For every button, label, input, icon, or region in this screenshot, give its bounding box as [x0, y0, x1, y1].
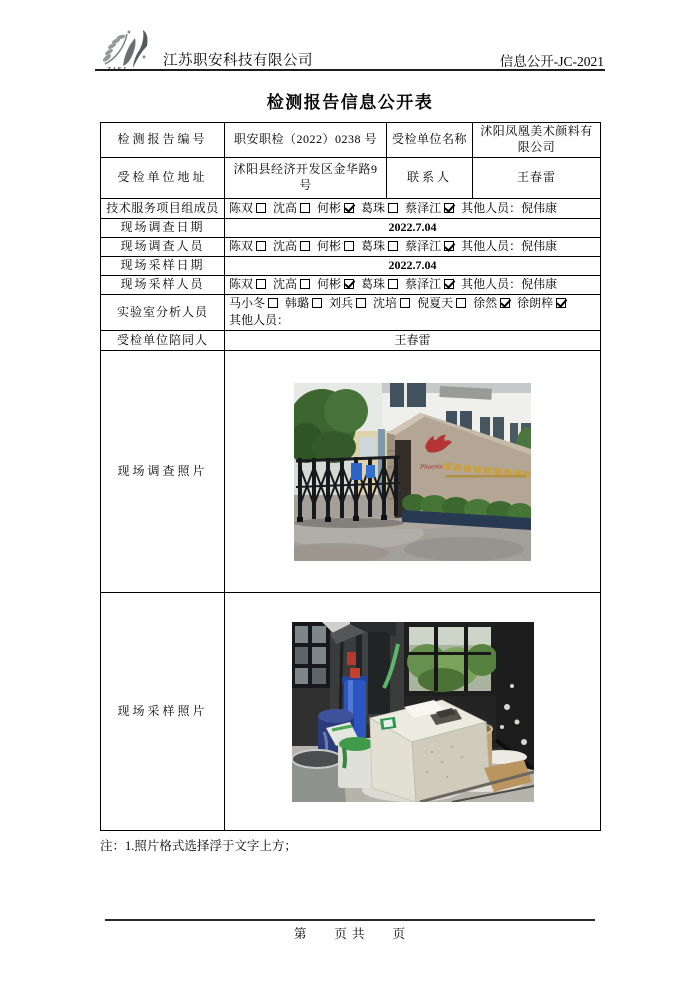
checkbox-checked-icon — [500, 298, 510, 308]
member-name: 何彬 — [317, 239, 342, 253]
member-item — [329, 296, 366, 312]
label-team: 技术服务项目组成员 — [101, 199, 225, 219]
member-item — [285, 296, 322, 312]
other-personnel: 其他人员：倪伟康 — [461, 239, 558, 253]
member-name: 葛珠 — [361, 239, 386, 253]
member-name: 葛珠 — [361, 200, 386, 215]
member-name: 倪夏天 — [417, 295, 454, 310]
member-item — [417, 296, 466, 312]
table-row — [101, 256, 601, 275]
member-item — [373, 296, 410, 312]
member-name: 徐然 — [473, 295, 498, 310]
company-logo-icon — [99, 26, 151, 72]
checkbox-checked-icon — [344, 279, 354, 289]
contact-value: 王春雷 — [473, 158, 601, 199]
label-survey-staff: 现场调查人员 — [101, 238, 225, 257]
label-escort: 受检单位陪同人 — [101, 331, 225, 351]
sample-date-value: 2022.7.04 — [225, 256, 601, 275]
checkbox-unchecked-icon — [356, 298, 366, 308]
member-name: 何彬 — [317, 200, 342, 215]
checkbox-unchecked-icon — [300, 203, 310, 213]
member-item — [229, 239, 266, 255]
member-item — [229, 277, 266, 293]
member-item — [517, 296, 566, 312]
survey-date-value: 2022.7.04 — [225, 219, 601, 238]
member-item — [229, 201, 266, 217]
checkbox-checked-icon — [344, 203, 354, 213]
member-item — [361, 239, 398, 255]
member-name: 蔡泽江 — [405, 239, 442, 253]
sample-staff-row — [229, 277, 596, 293]
member-item — [317, 277, 354, 293]
table-row — [101, 275, 601, 294]
sample-photo — [292, 622, 534, 802]
unit-name-value: 沭阳凤凰美术颜料有限公司 — [473, 123, 601, 158]
member-name: 沈高 — [273, 239, 298, 253]
checkbox-unchecked-icon — [256, 279, 266, 289]
table-row — [101, 331, 601, 351]
other-personnel: 其他人员： — [229, 313, 290, 328]
footer-rule — [105, 919, 595, 921]
member-item — [473, 296, 510, 312]
footnote: 注：1.照片格式选择浮于文字上方； — [100, 839, 297, 853]
table-row — [101, 158, 601, 199]
checkbox-unchecked-icon — [312, 298, 322, 308]
survey-staff-row — [229, 239, 596, 255]
other-personnel: 其他人员：倪伟康 — [461, 276, 558, 291]
checkbox-unchecked-icon — [388, 279, 398, 289]
checkbox-unchecked-icon — [400, 298, 410, 308]
escort-value: 王春雷 — [225, 331, 601, 351]
checkbox-unchecked-icon — [456, 298, 466, 308]
checkbox-checked-icon — [556, 298, 566, 308]
table-row — [101, 238, 601, 257]
label-sample-date: 现场采样日期 — [101, 256, 225, 275]
label-sample-staff: 现场采样人员 — [101, 275, 225, 294]
label-sample-photo: 现场采样照片 — [101, 593, 225, 831]
member-name: 陈双 — [229, 239, 254, 253]
label-unit-address: 受检单位地址 — [101, 158, 225, 199]
label-contact: 联系人 — [387, 158, 473, 199]
checkbox-unchecked-icon — [300, 241, 310, 251]
label-survey-date: 现场调查日期 — [101, 219, 225, 238]
checkbox-unchecked-icon — [300, 279, 310, 289]
checkbox-unchecked-icon — [256, 241, 266, 251]
label-survey-photo: 现场调查照片 — [101, 351, 225, 593]
member-name: 葛珠 — [361, 276, 386, 291]
table-row — [101, 294, 601, 331]
member-item — [361, 201, 398, 217]
member-item — [361, 277, 398, 293]
table-row — [101, 351, 601, 593]
table-row — [101, 593, 601, 831]
checkbox-unchecked-icon — [256, 203, 266, 213]
checkbox-unchecked-icon — [388, 241, 398, 251]
member-item — [273, 277, 310, 293]
survey-photo — [294, 383, 531, 561]
header-rule — [95, 69, 605, 71]
member-item — [405, 277, 454, 293]
member-name: 陈双 — [229, 276, 254, 291]
header-company-name: 江苏职安科技有限公司 — [163, 53, 313, 69]
wall-sign-script: Phoenix — [419, 462, 443, 471]
member-name: 马小冬 — [229, 295, 266, 310]
member-name: 韩璐 — [285, 295, 310, 310]
header-doc-code: 信息公开-JC-2021 — [499, 54, 604, 69]
other-personnel: 其他人员：倪伟康 — [461, 200, 558, 215]
unit-address-value: 沭阳县经济开发区金华路9号 — [225, 158, 387, 199]
checkbox-checked-icon — [444, 279, 454, 289]
checkbox-checked-icon — [444, 203, 454, 213]
team-members-row — [229, 201, 596, 217]
footer-page-number: 第 页 共 页 — [293, 927, 407, 941]
member-item — [273, 239, 310, 255]
member-name: 何彬 — [317, 276, 342, 291]
checkbox-unchecked-icon — [268, 298, 278, 308]
page-title: 检测报告信息公开表 — [266, 93, 434, 112]
survey-photo-cell — [225, 351, 601, 593]
table-row — [101, 123, 601, 158]
label-report-no: 检测报告编号 — [101, 123, 225, 158]
checkbox-unchecked-icon — [388, 203, 398, 213]
sample-photo-cell — [225, 593, 601, 831]
label-lab-staff: 实验室分析人员 — [101, 294, 225, 331]
checkbox-checked-icon — [444, 241, 454, 251]
member-name: 沈高 — [273, 200, 298, 215]
member-name: 沈高 — [273, 276, 298, 291]
member-name: 陈双 — [229, 200, 254, 215]
report-info-table — [100, 122, 601, 831]
table-row — [101, 199, 601, 219]
member-item — [317, 201, 354, 217]
wall-sign-subtext — [446, 475, 526, 478]
member-name: 沈培 — [373, 295, 398, 310]
member-item — [317, 239, 354, 255]
member-item — [229, 296, 278, 312]
member-item — [405, 239, 454, 255]
member-name: 蔡泽江 — [405, 276, 442, 291]
member-name: 蔡泽江 — [405, 200, 442, 215]
member-name: 刘兵 — [329, 295, 354, 310]
member-item — [405, 201, 454, 217]
report-no-value: 职安职检（2022）0238 号 — [225, 123, 387, 158]
label-unit-name: 受检单位名称 — [387, 123, 473, 158]
table-row — [101, 219, 601, 238]
member-name: 徐朗梓 — [517, 295, 554, 310]
member-item — [273, 201, 310, 217]
checkbox-unchecked-icon — [344, 241, 354, 251]
lab-staff-row — [229, 296, 596, 330]
